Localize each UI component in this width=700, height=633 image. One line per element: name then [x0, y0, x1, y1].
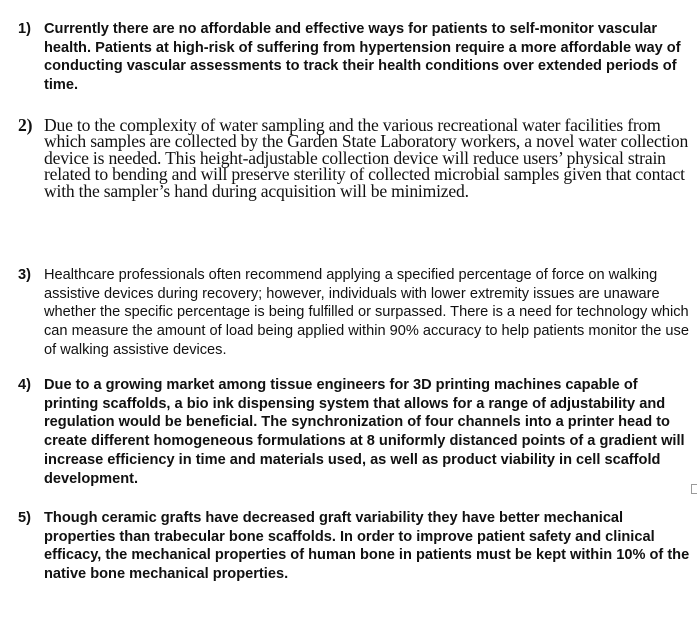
- item-text: Currently there are no affordable and effective ways for patients to self-monitor vascular health. Patients at high-risk of suffering from hypertension require a more affordable way of conducting vascular assessments to track their health conditions over extended periods of time.: [44, 21, 681, 94]
- item-number: 5): [18, 510, 31, 526]
- list-item: [18, 266, 694, 360]
- item-text: Due to a growing market among tissue engineers for 3D printing machines capable of printing scaffolds, a bio ink dispensing system that allows for a range of adjustability and regulation would be beneficial. The synchronization of four channels into a printer head to create different homogeneous formulations at 8 uniformly distanced points of a gradient will increase efficiency in time and materials used, as well as product viability in cell scaffold development.: [44, 377, 685, 487]
- list-item: [18, 20, 694, 95]
- list-item: [18, 376, 694, 488]
- edge-mark: [691, 484, 697, 494]
- item-number: 4): [18, 377, 31, 393]
- item-number: 3): [18, 267, 31, 283]
- list-item: [18, 117, 694, 199]
- item-number: 1): [18, 21, 31, 37]
- item-text: Though ceramic grafts have decreased graft variability they have better mechanical properties than trabecular bone scaffolds. In order to improve patient safety and clinical efficacy, the mechanical properties of human bone in patients must be kept within 10% of the native bone mechanical properties.: [44, 510, 690, 583]
- item-text: Due to the complexity of water sampling and the various recreational water facilities from which samples are collected by the Garden State Laboratory workers, a novel water collection device is needed. This height-adjustable collection device will reduce users’ physical strain related to bending and will preserve sterility of collected microbial samples given that contact with the sampler’s hand during acquisition will be minimized.: [44, 115, 689, 201]
- item-text: Healthcare professionals often recommend applying a specified percentage of force on walking assistive devices during recovery; however, individuals with lower extremity issues are unaware whether the specific percentage is being fulfilled or surpassed. There is a need for technology which can measure the amount of load being applied within 90% accuracy to help patients monitor the use of walking assistive devices.: [44, 267, 689, 358]
- list-item: [18, 509, 694, 584]
- item-number: 2): [18, 115, 33, 135]
